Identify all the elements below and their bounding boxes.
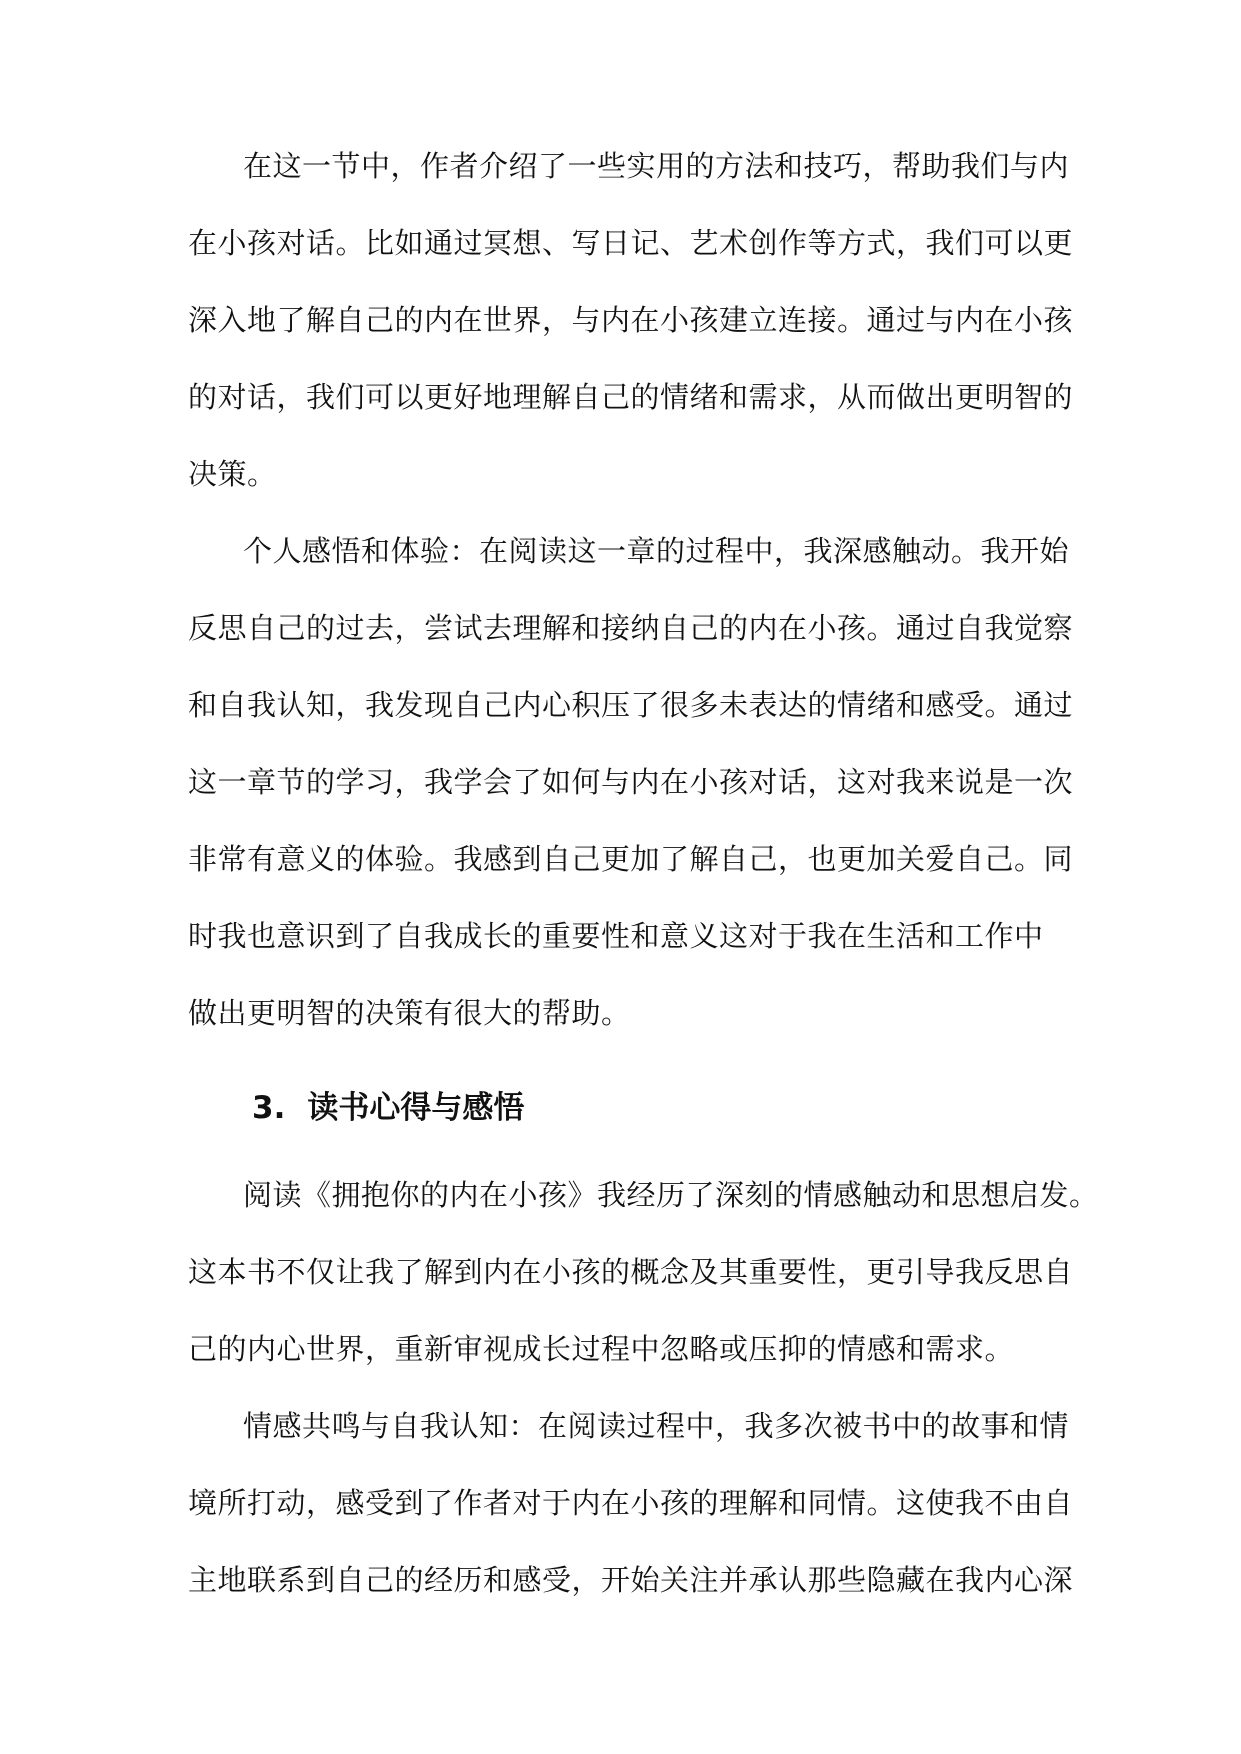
section-heading [252, 1086, 524, 1130]
paragraph-line: 做出更明智的决策有很大的帮助。 [188, 996, 631, 1030]
paragraph-line: 这本书不仅让我了解到内在小孩的概念及其重要性，更引导我反思自 [188, 1255, 1074, 1289]
paragraph-line: 和自我认知，我发现自己内心积压了很多未表达的情绪和感受。通过 [188, 688, 1074, 722]
paragraph-line: 情感共鸣与自我认知：在阅读过程中，我多次被书中的故事和情 [243, 1409, 1070, 1443]
paragraph-line: 境所打动，感受到了作者对于内在小孩的理解和同情。这使我不由自 [188, 1486, 1074, 1520]
paragraph-line: 阅读《拥抱你的内在小孩》我经历了深刻的情感触动和思想启发。 [243, 1178, 1099, 1212]
paragraph-line: 反思自己的过去，尝试去理解和接纳自己的内在小孩。通过自我觉察 [188, 611, 1074, 645]
section-title: 读书心得与感悟 [307, 1090, 525, 1126]
paragraph-line: 深入地了解自己的内在世界，与内在小孩建立连接。通过与内在小孩 [188, 303, 1074, 337]
paragraph-line: 决策。 [188, 457, 277, 491]
paragraph-line: 己的内心世界，重新审视成长过程中忽略或压抑的情感和需求。 [188, 1332, 1015, 1366]
paragraph-line: 在小孩对话。比如通过冥想、写日记、艺术创作等方式，我们可以更 [188, 226, 1074, 260]
paragraph-line: 时我也意识到了自我成长的重要性和意义这对于我在生活和工作中 [188, 919, 1044, 953]
section-number: 3. [252, 1090, 286, 1126]
paragraph-line: 的对话，我们可以更好地理解自己的情绪和需求，从而做出更明智的 [188, 380, 1074, 414]
paragraph-line: 非常有意义的体验。我感到自己更加了解自己，也更加关爱自己。同 [188, 842, 1074, 876]
paragraph-line: 这一章节的学习，我学会了如何与内在小孩对话，这对我来说是一次 [188, 765, 1074, 799]
paragraph-line: 个人感悟和体验：在阅读这一章的过程中，我深感触动。我开始 [243, 534, 1070, 568]
paragraph-line: 在这一节中，作者介绍了一些实用的方法和技巧，帮助我们与内 [243, 149, 1070, 183]
paragraph-line: 主地联系到自己的经历和感受，开始关注并承认那些隐藏在我内心深 [188, 1563, 1074, 1597]
